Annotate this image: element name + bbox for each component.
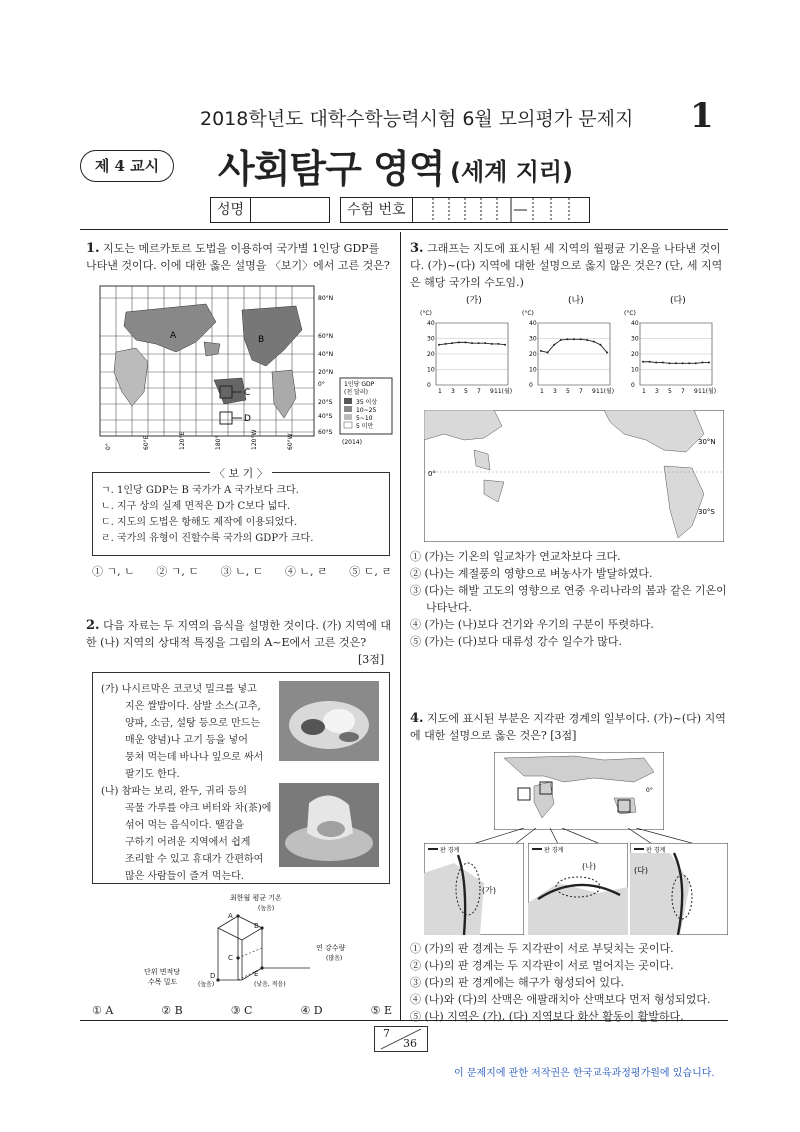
cube-right-label: 연 강수량 bbox=[316, 944, 346, 952]
temp-point bbox=[547, 351, 549, 353]
temp-point bbox=[695, 362, 697, 364]
legend-item: 35 이상 bbox=[356, 399, 378, 406]
q3-temperature-graphs bbox=[420, 293, 730, 405]
lon-label: 120°W bbox=[251, 429, 258, 450]
q3-number: 3. bbox=[410, 241, 424, 256]
inset-label-ga: (가) bbox=[482, 886, 496, 895]
x-tick: 5 bbox=[566, 388, 570, 395]
temp-point bbox=[497, 343, 499, 345]
temp-point bbox=[451, 342, 453, 344]
q2-stem bbox=[86, 617, 392, 651]
bogi-item: ㄱ. 1인당 GDP는 B 국가가 A 국가보다 크다. bbox=[101, 485, 299, 496]
page-number: 1 bbox=[690, 96, 714, 136]
q2-option-4[interactable]: ④ D bbox=[300, 1004, 323, 1017]
q4-number: 4. bbox=[410, 711, 424, 726]
y-tick: 30 bbox=[631, 335, 639, 343]
temp-point bbox=[649, 361, 651, 363]
cube-left-label: 단위 면적당 bbox=[144, 968, 181, 976]
q2-ga-line: (가) 나시르막은 코코넛 밀크를 넣고 bbox=[101, 684, 257, 695]
graph-title: (나) bbox=[568, 296, 584, 306]
exam-number-field[interactable] bbox=[340, 197, 590, 223]
y-tick: 30 bbox=[529, 335, 537, 343]
legend-item: 10~25 bbox=[356, 407, 377, 414]
q3-map-lat-30n: 30°N bbox=[698, 438, 716, 446]
q2-cube-diagram bbox=[130, 888, 370, 992]
y-tick: 0 bbox=[529, 382, 533, 389]
temp-point bbox=[484, 342, 486, 344]
q3-options bbox=[410, 548, 730, 650]
x-tick: 1 bbox=[438, 388, 442, 395]
bogi-item: ㄹ. 국가의 유형이 진할수록 국가의 GDP가 크다. bbox=[101, 533, 314, 544]
q2-text: 다음 자료는 두 지역의 음식을 설명한 것이다. (가) 지역에 대한 (나) 지역의 상대적 특징을 그림의 A~E에서 고른 것은? bbox=[86, 619, 392, 649]
copyright-notice: 이 문제지에 관한 저작권은 한국교육과정평가원에 있습니다. bbox=[454, 1068, 715, 1079]
q2-points: [3점] bbox=[358, 653, 385, 666]
temp-point bbox=[701, 362, 703, 364]
y-tick: 10 bbox=[631, 366, 639, 374]
cube-top-label: 최한월 평균 기온 bbox=[230, 894, 282, 902]
temp-point bbox=[606, 351, 608, 353]
x-tick: 7 bbox=[681, 388, 685, 395]
y-tick: 30 bbox=[427, 335, 435, 343]
cube-point-d: D bbox=[210, 972, 216, 980]
temp-point bbox=[464, 341, 466, 343]
temp-point bbox=[573, 338, 575, 340]
temp-point bbox=[566, 338, 568, 340]
cube-left-sub: (높음) bbox=[198, 981, 215, 988]
q3-option-1[interactable]: ① (가)는 기온의 일교차가 연교차보다 크다. bbox=[410, 550, 621, 563]
q2-na-text bbox=[101, 783, 271, 885]
q3-text: 그래프는 지도에 표시된 세 지역의 월평균 기온을 나타낸 것이다. (가)~(다) 지역에 대한 설명으로 옳지 않은 것은? (단, 세 지역은 해당 국가의 수도임.) bbox=[410, 242, 723, 289]
q2-option-1[interactable]: ① A bbox=[92, 1004, 114, 1017]
x-tick: 1 bbox=[540, 388, 544, 395]
q2-number: 2. bbox=[86, 618, 100, 633]
q4-text: 지도에 표시된 부분은 지각판 경계의 일부이다. (가)~(다) 지역에 대한 설명으로 옳은 것은? [3점] bbox=[410, 712, 726, 742]
temp-point bbox=[471, 342, 473, 344]
footer-divider bbox=[80, 1020, 728, 1021]
temp-point bbox=[668, 362, 670, 364]
temp-line bbox=[541, 339, 607, 352]
inset-label-da: (다) bbox=[634, 866, 648, 875]
q4-option-1[interactable]: ① (가)의 판 경계는 두 지각판이 서로 부딪치는 곳이다. bbox=[410, 942, 674, 955]
x-tick-month: 11(월) bbox=[698, 388, 717, 395]
lon-label: 60°E bbox=[143, 435, 150, 450]
page-current: 7 bbox=[383, 1027, 390, 1040]
graph-title: (가) bbox=[466, 296, 482, 306]
legend-item: 5~10 bbox=[356, 415, 373, 422]
temp-point bbox=[540, 350, 542, 352]
inset-legend: 판 경계 bbox=[440, 847, 460, 854]
x-tick: 9 bbox=[694, 388, 698, 395]
y-tick: 10 bbox=[427, 366, 435, 374]
temp-point bbox=[491, 343, 493, 345]
bogi-item: ㄷ. 지도의 도법은 항해도 제작에 이용되었다. bbox=[101, 517, 298, 528]
temp-point bbox=[560, 339, 562, 341]
temp-point bbox=[553, 344, 555, 346]
q2-option-5[interactable]: ⑤ E bbox=[370, 1004, 392, 1017]
q4-stem bbox=[410, 710, 728, 744]
bogi-item: ㄴ. 지구 상의 실제 면적은 D가 C보다 넓다. bbox=[101, 501, 291, 512]
q3-option-5[interactable]: ⑤ (가)는 (다)보다 대류성 강수 일수가 많다. bbox=[410, 635, 623, 648]
y-tick: 0 bbox=[427, 382, 431, 389]
subject-subtitle: (세계 지리) bbox=[450, 158, 574, 186]
q2-na-line: 곡물 가루를 야크 버터와 차(茶)에 bbox=[125, 803, 272, 814]
q3-option-2[interactable]: ② (나)는 계절풍의 영향으로 벼농사가 발달하였다. bbox=[410, 567, 653, 580]
q1-number: 1. bbox=[86, 241, 100, 256]
tsampa-photo bbox=[279, 783, 379, 867]
cube-top-sub: (높음) bbox=[258, 905, 275, 912]
q2-food-box bbox=[92, 672, 390, 884]
q4-options bbox=[410, 940, 730, 1025]
x-tick: 3 bbox=[451, 388, 455, 395]
y-tick: 10 bbox=[529, 366, 537, 374]
exam-title: 2018학년도 대학수학능력시험 6월 모의평가 문제지 bbox=[200, 108, 634, 130]
lat-label: 20°N bbox=[318, 369, 334, 376]
graph-unit: (°C) bbox=[624, 310, 636, 317]
inset-legend: 판 경계 bbox=[544, 847, 564, 854]
graph-unit: (°C) bbox=[522, 310, 534, 317]
cube-right-sub: (많음) bbox=[326, 955, 343, 962]
graph-unit: (°C) bbox=[420, 310, 432, 317]
lat-label: 20°S bbox=[318, 399, 333, 406]
y-tick: 20 bbox=[427, 351, 435, 358]
q3-map-lat-30s: 30°S bbox=[698, 508, 715, 516]
temp-graph bbox=[522, 294, 614, 395]
temp-point bbox=[655, 362, 657, 364]
lon-label: 0° bbox=[105, 443, 112, 450]
q4-option-2[interactable]: ② (나)의 판 경계는 두 지각판이 서로 멀어지는 곳이다. bbox=[410, 959, 674, 972]
temp-graph bbox=[420, 294, 512, 395]
lat-label: 60°N bbox=[318, 333, 334, 340]
q3-world-map bbox=[424, 410, 724, 542]
lat-label: 60°S bbox=[318, 429, 333, 436]
q1-options bbox=[92, 563, 392, 580]
q2-ga-line: 뭉쳐 먹는데 바나나 잎으로 싸서 bbox=[125, 752, 264, 763]
lon-label: 180° bbox=[215, 435, 222, 450]
map-label-a: A bbox=[170, 331, 177, 341]
y-tick: 0 bbox=[631, 382, 635, 389]
bogi-box bbox=[92, 472, 390, 556]
q4-option-5[interactable]: ⑤ (나) 지역은 (가), (다) 지역보다 화산 활동이 활발하다. bbox=[410, 1010, 684, 1023]
temp-graph bbox=[624, 294, 716, 395]
q3-option-3-cont: 나타난다. bbox=[426, 601, 473, 614]
x-tick-month: 11(월) bbox=[596, 388, 615, 395]
x-tick: 5 bbox=[464, 388, 468, 395]
lat-label: 80°N bbox=[318, 295, 334, 302]
q4-inset-ga bbox=[424, 843, 524, 935]
lon-label: 120°E bbox=[179, 431, 186, 450]
q4-inset-na bbox=[528, 843, 628, 935]
x-tick: 3 bbox=[655, 388, 659, 395]
q4-map-label: 0° bbox=[646, 787, 653, 794]
temp-point bbox=[682, 362, 684, 364]
temp-point bbox=[458, 341, 460, 343]
temp-point bbox=[438, 344, 440, 346]
q3-stem bbox=[410, 240, 728, 291]
x-tick-month: 11(월) bbox=[494, 388, 513, 395]
q3-option-4[interactable]: ④ (가)는 (나)보다 건기와 우기의 구분이 뚜렷하다. bbox=[410, 618, 654, 631]
subject-title: 사회탐구 영역 bbox=[218, 147, 445, 191]
cube-point-e: E bbox=[254, 970, 259, 978]
x-tick: 1 bbox=[642, 388, 646, 395]
q2-option-2[interactable]: ② B bbox=[161, 1004, 183, 1017]
header-divider bbox=[80, 229, 728, 230]
x-tick: 7 bbox=[579, 388, 583, 395]
q2-na-line: (나) 참파는 보리, 완두, 귀리 등의 bbox=[101, 786, 247, 797]
legend-title: 1인당 GDP bbox=[344, 381, 375, 388]
x-tick: 9 bbox=[490, 388, 494, 395]
y-tick: 40 bbox=[427, 320, 435, 327]
q2-na-line: 많은 사람들이 즐겨 먹는다. bbox=[125, 871, 244, 882]
q2-ga-line: 양파, 소금, 설탕 등으로 만드는 bbox=[125, 718, 260, 729]
q4-world-map bbox=[494, 752, 664, 830]
map-label-c: C bbox=[244, 388, 251, 398]
legend-unit: (천 달러) bbox=[344, 389, 368, 396]
temp-point bbox=[662, 362, 664, 364]
temp-point bbox=[642, 361, 644, 363]
lat-label: 40°N bbox=[318, 351, 334, 358]
x-tick: 9 bbox=[592, 388, 596, 395]
temp-point bbox=[445, 343, 447, 345]
column-divider bbox=[400, 232, 401, 1020]
nasi-lemak-photo bbox=[279, 681, 379, 761]
q1-option-2[interactable]: ② ㄱ, ㄷ bbox=[156, 565, 200, 578]
map-label-b: B bbox=[258, 335, 265, 345]
cube-left-label2: 수목 밀도 bbox=[148, 978, 178, 986]
q4-option-3[interactable]: ③ (다)의 판 경계에는 해구가 형성되어 있다. bbox=[410, 976, 625, 989]
bogi-title: 〈 보 기 〉 bbox=[210, 465, 272, 481]
temp-point bbox=[586, 339, 588, 341]
inset-label-na: (나) bbox=[582, 862, 596, 871]
q1-stem bbox=[86, 240, 392, 274]
q2-ga-line: 매운 양념)나 고기 등을 넣어 bbox=[125, 735, 248, 746]
temp-point bbox=[688, 362, 690, 364]
legend-item: 5 미만 bbox=[356, 423, 374, 430]
y-tick: 20 bbox=[529, 351, 537, 358]
temp-point bbox=[478, 342, 480, 344]
temp-point bbox=[708, 362, 710, 364]
q1-gdp-map bbox=[96, 282, 396, 452]
q1-option-1[interactable]: ① ㄱ, ㄴ bbox=[92, 565, 135, 578]
x-tick: 3 bbox=[553, 388, 557, 395]
cube-point-c: C bbox=[228, 954, 233, 962]
q2-option-3[interactable]: ③ C bbox=[230, 1004, 253, 1017]
page-counter bbox=[374, 1026, 428, 1052]
lat-label: 40°S bbox=[318, 413, 333, 420]
x-tick: 5 bbox=[668, 388, 672, 395]
x-tick: 7 bbox=[477, 388, 481, 395]
map-label-d: D bbox=[244, 414, 251, 424]
exam-number-cells bbox=[419, 198, 589, 222]
q2-na-line: 섞어 먹는 음식이다. 땔감을 bbox=[125, 820, 244, 831]
cube-point-a: A bbox=[228, 912, 233, 920]
page-total: 36 bbox=[403, 1037, 417, 1050]
q4-option-4[interactable]: ④ (나)와 (다)의 산맥은 애팔래치아 산맥보다 먼저 형성되었다. bbox=[410, 993, 711, 1006]
exam-number-label: 수험 번호 bbox=[341, 198, 413, 222]
q2-ga-line: 지은 쌀밥이다. 삼발 소스(고추, bbox=[125, 701, 261, 712]
period-badge: 제 4 교시 bbox=[80, 150, 174, 182]
q2-ga-text bbox=[101, 681, 263, 783]
lat-label: 0° bbox=[318, 381, 325, 388]
y-tick: 20 bbox=[631, 351, 639, 358]
q1-text: 지도는 메르카토르 도법을 이용하여 국가별 1인당 GDP를 나타낸 것이다. 이에 대한 옳은 설명을 〈보기〉에서 고른 것은? bbox=[86, 242, 390, 272]
temp-point bbox=[580, 338, 582, 340]
name-field[interactable] bbox=[210, 197, 330, 223]
y-tick: 40 bbox=[631, 320, 639, 327]
lon-label: 60°W bbox=[287, 433, 294, 450]
temp-point bbox=[593, 341, 595, 343]
temp-point bbox=[675, 362, 677, 364]
graph-title: (다) bbox=[670, 296, 686, 306]
temp-point bbox=[599, 344, 601, 346]
q4-inset-da bbox=[630, 843, 728, 935]
y-tick: 40 bbox=[529, 320, 537, 327]
cube-point-b: B bbox=[254, 922, 259, 930]
q3-option-3[interactable]: ③ (다)는 해발 고도의 영향으로 연중 우리나라의 봄과 같은 기온이 bbox=[410, 584, 727, 597]
q1-option-3[interactable]: ③ ㄴ, ㄷ bbox=[220, 565, 264, 578]
bogi-list bbox=[101, 483, 313, 547]
inset-legend: 판 경계 bbox=[646, 847, 666, 854]
name-label: 성명 bbox=[211, 198, 251, 222]
q1-option-4[interactable]: ④ ㄴ, ㄹ bbox=[284, 565, 328, 578]
q2-na-line: 조리할 수 있고 휴대가 간편하여 bbox=[125, 854, 264, 865]
q1-option-5[interactable]: ⑤ ㄷ, ㄹ bbox=[349, 565, 392, 578]
legend-year: (2014) bbox=[342, 439, 362, 446]
q3-map-lat-0: 0° bbox=[428, 470, 436, 478]
q2-na-line: 구하기 어려운 지역에서 쉽게 bbox=[125, 837, 251, 848]
q2-ga-line: 팔기도 한다. bbox=[125, 769, 180, 780]
temp-point bbox=[504, 344, 506, 346]
q2-options bbox=[92, 1002, 392, 1019]
cube-bottom-sub: (낮음, 적음) bbox=[254, 981, 286, 988]
